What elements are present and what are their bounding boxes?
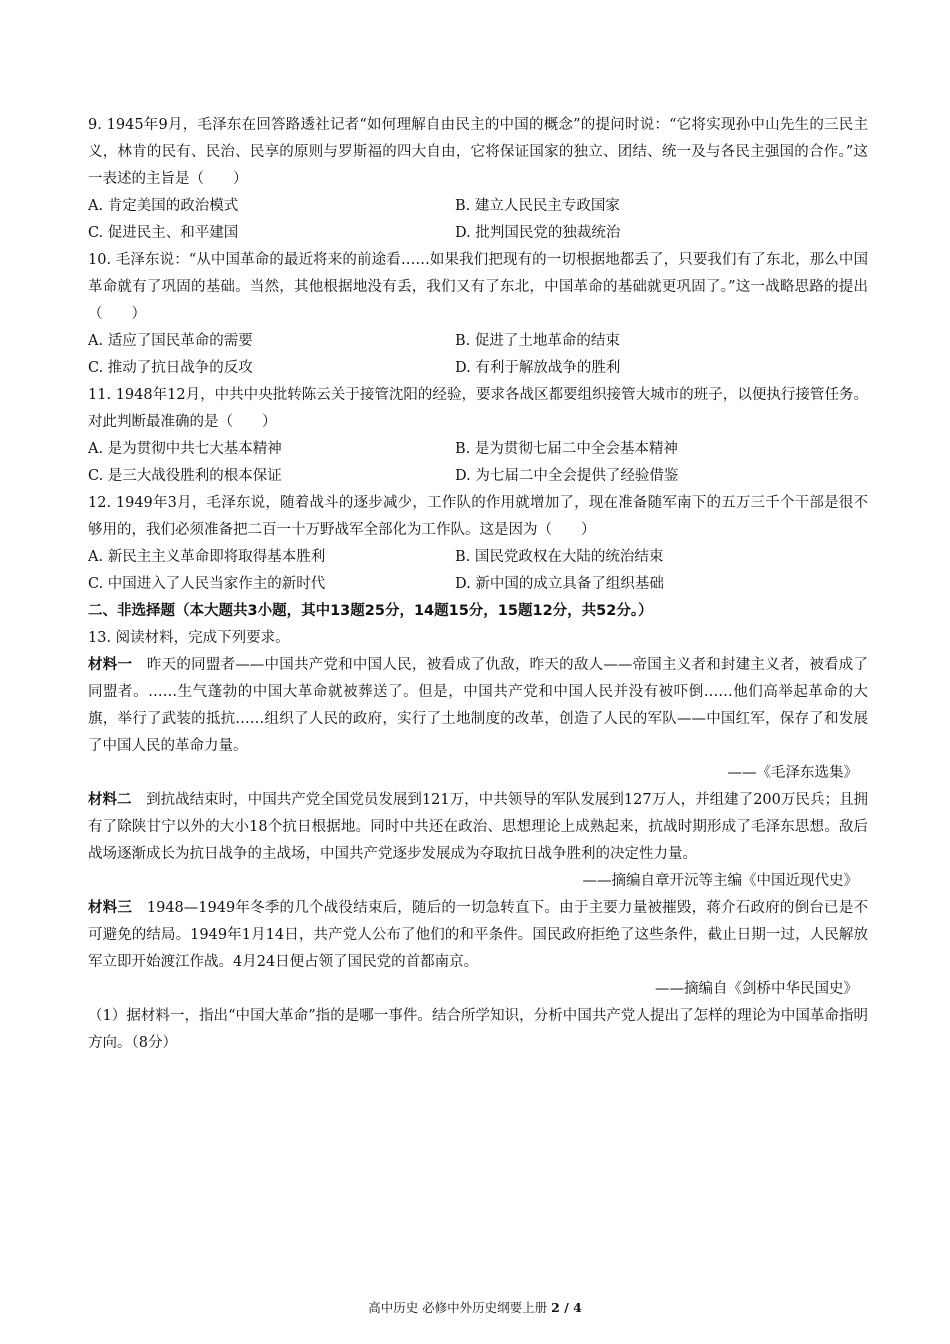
option-a: A. 适应了国民革命的需要: [88, 333, 253, 349]
option-a: A. 肯定美国的政治模式: [88, 198, 239, 214]
material-1: [88, 652, 868, 787]
option-b: B. 国民党政权在大陆的统治结束: [455, 549, 664, 565]
option-c: C. 促进民主、和平建国: [88, 225, 239, 241]
material-label: 材料一: [88, 657, 133, 673]
question-stem: 9. 1945年9月，毛泽东在回答路透社记者“如何理解自由民主的中国的概念”的提问时说：“它将实现孙中山先生的三民主义，林肯的民有、民治、民享的原则与罗斯福的四大自由，它将保证国家的独立、团结、统一及与各民主强国的合作。”这一表述的主旨是（ ）: [88, 117, 868, 187]
material-label: 材料三: [88, 900, 133, 916]
option-c: C. 推动了抗日战争的反攻: [88, 360, 253, 376]
option-c: C. 中国进入了人民当家作主的新时代: [88, 576, 326, 592]
question-stem: 12. 1949年3月，毛泽东说，随着战斗的逐步减少，工作队的作用就增加了，现在准备随军南下的五万三千个干部是很不够用的，我们必须准备把二百一十万野战军全部化为工作队。这是因为（ ）: [88, 495, 868, 538]
option-d: D. 为七届二中全会提供了经验借鉴: [455, 468, 679, 484]
option-b: B. 建立人民民主专政国家: [455, 198, 620, 214]
material-source: ——摘编自《剑桥中华民国史》: [655, 981, 858, 997]
option-a: A. 新民主主义革命即将取得基本胜利: [88, 549, 326, 565]
page-footer: [0, 1298, 950, 1316]
option-b: B. 促进了土地革命的结束: [455, 333, 620, 349]
question-stem: 11. 1948年12月，中共中央批转陈云关于接管沈阳的经验，要求各战区都要组织接管大城市的班子，以便执行接管任务。对此判断最准确的是（ ）: [88, 387, 868, 430]
section-heading: 二、非选择题（本大题共3小题，其中13题25分，14题15分，15题12分，共52分。）: [88, 603, 653, 619]
question-12: [88, 490, 868, 598]
question-11: [88, 382, 868, 490]
material-2: [88, 787, 868, 895]
question-stem: 10. 毛泽东说：“从中国革命的最近将来的前途看……如果我们把现有的一切根据地都丢了，只要我们有了东北，那么中国革命就有了巩固的基础。当然，其他根据地没有丢，我们又有了东北，中国革命的基础就更巩固了。”这一战略思路的提出（ ）: [88, 252, 868, 322]
option-b: B. 是为贯彻七届二中全会基本精神: [455, 441, 678, 457]
material-label: 材料二: [88, 792, 132, 808]
material-3: [88, 895, 868, 1003]
options-row: [88, 220, 868, 247]
option-d: D. 新中国的成立具备了组织基础: [455, 576, 664, 592]
options-row: [88, 355, 868, 382]
material-text: 昨天的同盟者——中国共产党和中国人民，被看成了仇敌，昨天的敌人——帝国主义者和封建主义者，被看成了同盟者。……生气蓬勃的中国大革命就被葬送了。但是，中国共产党和中国人民并没有被吓倒……他们高举起革命的大旗，举行了武装的抵抗……组织了人民的政府，实行了土地制度的改革，创造了人民的军队——中国红军，保存了和发展了中国人民的革命力量。: [88, 657, 869, 754]
option-d: D. 有利于解放战争的胜利: [455, 360, 621, 376]
options-row: [88, 571, 868, 598]
option-a: A. 是为贯彻中共七大基本精神: [88, 441, 282, 457]
material-source: ——《毛泽东选集》: [727, 765, 858, 781]
page-number: 2 / 4: [551, 1300, 582, 1315]
material-text: 1948—1949年冬季的几个战役结束后，随后的一切急转直下。由于主要力量被摧毁，蒋介石政府的倒台已是不可避免的结局。1949年1月14日，共产党人公布了他们的和平条件。国民政府拒绝了这些条件，截止日期一过，人民解放军立即开始渡江作战。4月24日便占领了国民党的首都南京。: [88, 900, 868, 970]
exam-page: [88, 112, 868, 1057]
footer-text: 高中历史 必修中外历史纲要上册: [368, 1300, 552, 1315]
options-row: [88, 328, 868, 355]
material-text: 到抗战结束时，中国共产党全国党员发展到121万，中共领导的军队发展到127万人，并组建了200万民兵；且拥有了除陕甘宁以外的大小18个抗日根据地。同时中共还在政治、思想理论上成熟起来，抗战时期形成了毛泽东思想。敌后战场逐渐成长为抗日战争的主战场，中国共产党逐步发展成为夺取抗日战争胜利的决定性力量。: [88, 792, 868, 862]
sub-question-1: （1）据材料一，指出“中国大革命”指的是哪一事件。结合所学知识，分析中国共产党人提出了怎样的理论为中国革命指明方向。（8分）: [88, 1008, 868, 1051]
option-c: C. 是三大战役胜利的根本保证: [88, 468, 282, 484]
option-d: D. 批判国民党的独裁统治: [455, 225, 621, 241]
options-row: [88, 436, 868, 463]
question-13-intro: 13. 阅读材料，完成下列要求。: [88, 630, 290, 646]
options-row: [88, 544, 868, 571]
material-source: ——摘编自章开沅等主编《中国近现代史》: [582, 873, 858, 889]
options-row: [88, 463, 868, 490]
options-row: [88, 193, 868, 220]
question-9: [88, 112, 868, 247]
question-10: [88, 247, 868, 382]
